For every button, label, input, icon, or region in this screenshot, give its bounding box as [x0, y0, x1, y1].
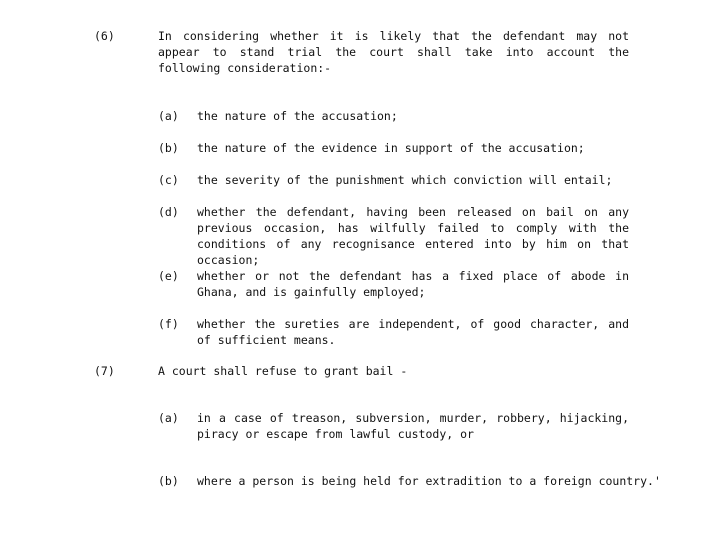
section-6-item-a-label: (a) [158, 109, 179, 123]
section-6-item-b-label: (b) [158, 141, 179, 155]
section-7-number: (7) [94, 364, 115, 378]
section-7-item-a-label: (a) [158, 411, 179, 425]
section-6-item-d-label: (d) [158, 205, 179, 219]
section-6-number: (6) [94, 29, 115, 43]
section-6-item-a-text: the nature of the accusation; [197, 109, 398, 123]
section-6-item-d-text: whether the defendant, having been released on bail on any previous occasion, has wilfully failed to comply with the conditions of any recognisance entered into by him on that occasion; [197, 205, 629, 267]
section-6-item-c-label: (c) [158, 173, 179, 187]
section-6-intro: In considering whether it is likely that the defendant may not appear to stand trial the court shall take into account the following consideration:- [158, 29, 629, 75]
section-6-item-e-label: (e) [158, 269, 179, 283]
section-7-item-a-text: in a case of treason, subversion, murder, robbery, hijacking, piracy or escape from lawful custody, or [197, 411, 629, 441]
section-6-item-f-label: (f) [158, 317, 179, 331]
section-7-item-b-label: (b) [158, 474, 179, 488]
section-6-item-e-text: whether or not the defendant has a fixed place of abode in Ghana, and is gainfully employed; [197, 269, 629, 299]
section-6-item-f-text: whether the sureties are independent, of good character, and of sufficient means. [197, 317, 629, 347]
section-6-item-b-text: the nature of the evidence in support of the accusation; [197, 141, 585, 155]
section-6-item-c-text: the severity of the punishment which conviction will entail; [197, 173, 613, 187]
section-7-intro: A court shall refuse to grant bail - [158, 364, 408, 378]
section-7-item-b-text: where a person is being held for extradition to a foreign country.' [197, 474, 661, 488]
